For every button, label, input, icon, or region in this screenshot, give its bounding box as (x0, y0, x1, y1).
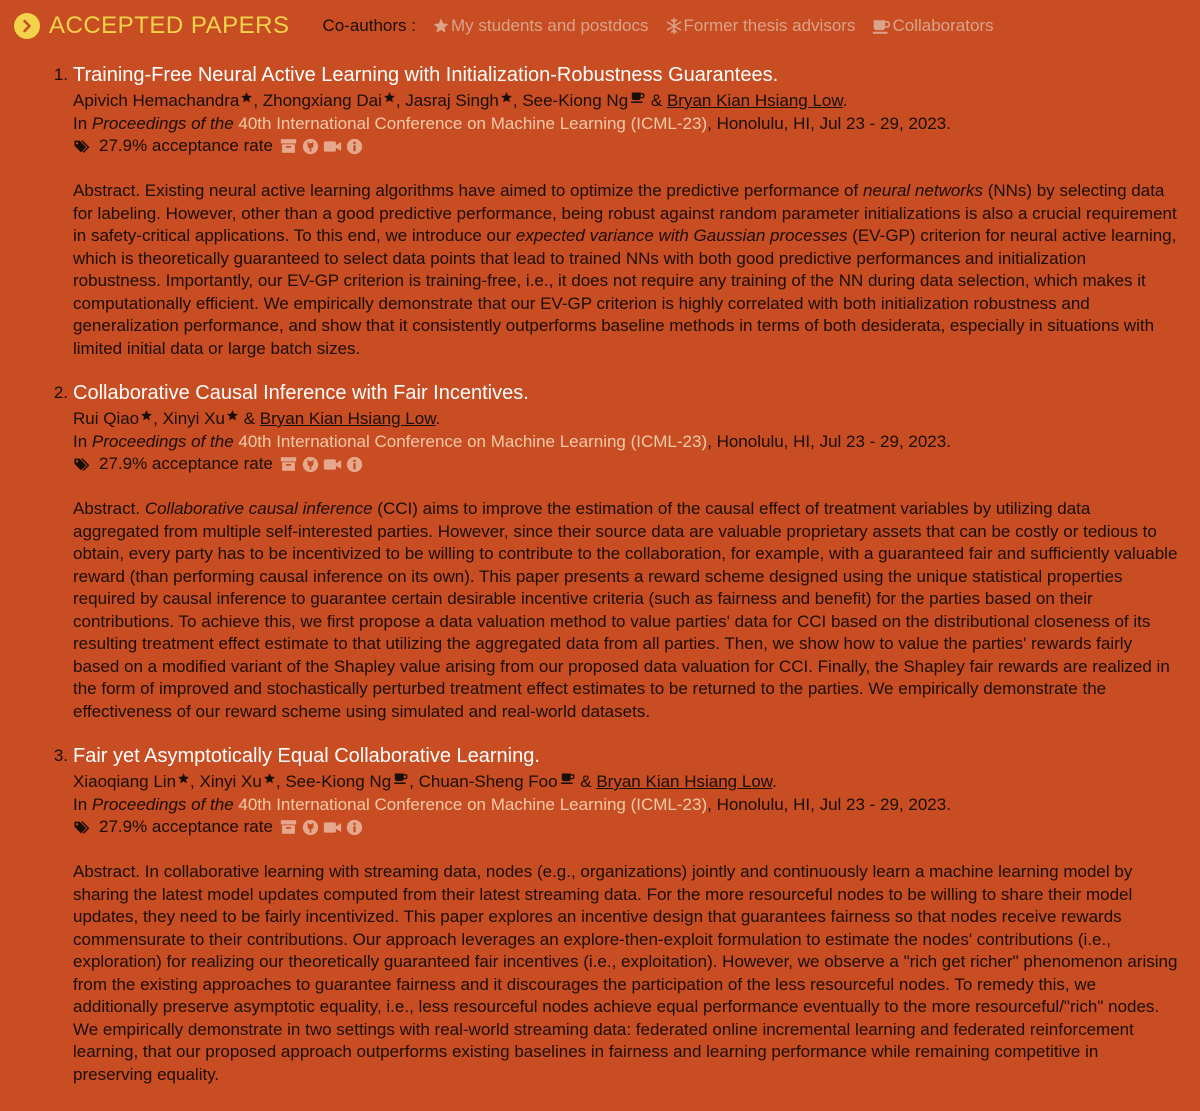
author-separator: & (238, 409, 260, 428)
abstract-text: Abstract. Existing neural active learning algorithms have aimed to optimize the predictive performance of (73, 181, 863, 200)
snowflake-icon (665, 17, 683, 35)
star-icon (500, 88, 513, 111)
paper-abstract (73, 861, 1178, 1086)
author-separator: , (190, 772, 200, 791)
coffee-icon (392, 769, 409, 792)
author-link[interactable]: Bryan Kian Hsiang Low (596, 772, 773, 791)
archive-icon[interactable] (279, 455, 298, 473)
paper-item (0, 370, 1200, 723)
venue-proceedings: Proceedings of the (91, 794, 239, 814)
paper-title[interactable]: Training-Free Neural Active Learning with Initialization-Robustness Guarantees. (73, 64, 779, 86)
paper-title[interactable]: Fair yet Asymptotically Equal Collaborative Learning. (73, 745, 540, 767)
author-link[interactable]: Bryan Kian Hsiang Low (666, 91, 843, 110)
video-camera-icon[interactable] (323, 137, 342, 155)
section-header (0, 0, 1200, 52)
star-icon (226, 406, 239, 429)
abstract-emphasis: Collaborative causal inference (144, 499, 373, 518)
paper-links (73, 135, 1178, 157)
author-separator: . (435, 409, 441, 428)
github-icon[interactable] (301, 137, 320, 155)
star-icon (177, 769, 190, 792)
paper-authors (73, 88, 1178, 113)
tags-icon (73, 137, 92, 155)
coauthors-label: Co-authors : (322, 15, 416, 35)
author-name: Rui Qiao (73, 409, 140, 428)
paper-abstract (73, 498, 1178, 723)
tags-icon (73, 818, 92, 836)
coffee-icon (559, 769, 576, 792)
coffee-icon (871, 17, 891, 35)
paper-item (0, 733, 1200, 1086)
paper-number: 1. (53, 65, 68, 84)
acceptance-rate: 27.9% acceptance rate (99, 135, 273, 155)
acceptance-rate: 27.9% acceptance rate (99, 453, 273, 473)
author-separator: . (772, 772, 777, 791)
abstract-text: Abstract. In collaborative learning with streaming data, nodes (e.g., organizations) jointly and continuously learn a machine learning model by sharing the latest model updates computed from their latest streaming data. For the more resourceful nodes to be willing to share their model updates, they need to be fairly incentivized. This paper explores an incentive design that guarantees fairness so that nodes receive rewards commensurate to their contributions. Our approach leverages an explore-then-exploit formulation to estimate the nodes' contributions (i.e., exploration) for realizing our theoretically guaranteed fair incentives (i.e., exploitation). However, we observe a "rich get richer" phenomenon arising from the existing approaches to guarantee fairness and it discourages the participation of the less resourceful nodes. To remedy this, we additionally preserve asymptotic equality, i.e., less resourceful nodes achieve equal performance eventually to the more resourceful/"rich" nodes. We empirically demonstrate in two settings with real-world streaming data: federated online incremental learning and federated reinforcement learning, that our proposed approach outperforms existing baselines in fairness and learning performance while remaining competitive in preserving equality. (73, 862, 1178, 1084)
legend-collaborators-label: Collaborators (892, 15, 994, 35)
paper-number: 3. (53, 746, 68, 765)
github-icon[interactable] (301, 818, 320, 836)
paper-venue (73, 113, 1178, 136)
star-icon (240, 88, 253, 111)
abstract-text: (EV-GP) criterion for neural active learning, which is theoretically guaranteed to select data points that lead to trained NNs with both good predictive performances and initialization robustness. Importantly, our EV-GP criterion is training-free, i.e., it does not require any training of the NN during data selection, which makes it computationally efficient. We empirically demonstrate that our EV-GP criterion is highly correlated with both initialization robustness and generalization performance, and show that it consistently outperforms baseline methods in terms of both desiderata, especially in situations with limited initial data or large batch sizes. (73, 226, 1177, 358)
acceptance-rate: 27.9% acceptance rate (99, 816, 273, 836)
author-separator: , (395, 91, 406, 110)
venue-proceedings: Proceedings of the (91, 113, 239, 133)
author-link[interactable]: Bryan Kian Hsiang Low (259, 409, 436, 428)
archive-icon[interactable] (279, 137, 298, 155)
venue-conference: 40th International Conference on Machine Learning (ICML-23) (238, 794, 708, 814)
abstract-text: (NNs) by selecting data for labeling. However, other than a good predictive performance, being robust against random parameter initializations is also a crucial requirement in safety-critical applications. To this end, we introduce our (73, 181, 1177, 245)
venue-conference: 40th International Conference on Machine Learning (ICML-23) (238, 431, 708, 451)
abstract-text: (CCI) aims to improve the estimation of the causal effect of treatment variables by utilizing data aggregated from multiple self-interested parties. However, since their source data are valuable proprietary assets that can be costly or tedious to obtain, every party has to be incentivized to be willing to contribute to the collaboration, for example, with a guaranteed fair and sufficiently valuable reward (than performing causal inference on its own). This paper presents a reward scheme designed using the unique statistical properties required by causal inference to guarantee certain desirable incentive criteria (such as fairness and benefit) for the parties based on their contributions. To achieve this, we first propose a data valuation method to value parties' data for CCI based on the distributional closeness of its resulting treatment effect estimate to that utilizing the aggregated data from all parties. Then, we show how to value the parties' rewards fairly based on a modified variant of the Shapley value arising from our proposed data valuation for CCI. Finally, the Shapley fair rewards are realized in the form of improved and stochastically perturbed treatment effect estimates to be returned to the parties. We empirically demonstrate the effectiveness of our reward scheme using simulated and real-world datasets. (73, 499, 1178, 721)
info-circle-icon[interactable] (345, 137, 364, 155)
video-camera-icon[interactable] (323, 818, 342, 836)
star-icon (140, 406, 153, 429)
author-name: Xinyi Xu (162, 409, 225, 428)
archive-icon[interactable] (279, 818, 298, 836)
author-name: See-Kiong Ng (285, 772, 392, 791)
author-name: Chuan-Sheng Foo (418, 772, 558, 791)
venue-location-date: , Honolulu, HI, Jul 23 - 29, 2023. (707, 431, 951, 451)
paper-links (73, 816, 1178, 838)
venue-conference: 40th International Conference on Machine Learning (ICML-23) (238, 113, 708, 133)
abstract-emphasis: neural networks (862, 181, 983, 200)
paper-venue (73, 794, 1178, 817)
author-name: Zhongxiang Dai (262, 91, 382, 110)
legend-advisors-label: Former thesis advisors (683, 15, 856, 35)
legend-students (432, 15, 649, 38)
paper-list (0, 52, 1200, 1086)
author-separator: . (842, 91, 848, 110)
section-title: ACCEPTED PAPERS (49, 11, 290, 39)
venue-prefix: In (73, 794, 92, 814)
venue-prefix: In (73, 113, 92, 133)
star-icon (263, 769, 276, 792)
paper-authors (73, 769, 1178, 794)
legend-students-label: My students and postdocs (451, 15, 649, 35)
video-camera-icon[interactable] (323, 455, 342, 473)
paper-number: 2. (53, 383, 68, 402)
tags-icon (73, 455, 92, 473)
venue-location-date: , Honolulu, HI, Jul 23 - 29, 2023. (707, 794, 951, 814)
author-separator: & (646, 91, 667, 110)
venue-proceedings: Proceedings of the (91, 431, 239, 451)
author-separator: , (409, 772, 419, 791)
star-icon (383, 88, 396, 111)
venue-location-date: , Honolulu, HI, Jul 23 - 29, 2023. (707, 113, 951, 133)
author-name: Xiaoqiang Lin (73, 772, 177, 791)
author-name: See-Kiong Ng (522, 91, 629, 110)
coffee-icon (629, 88, 646, 111)
star-icon (432, 17, 450, 35)
legend-collaborators (871, 15, 993, 38)
author-name: Jasraj Singh (405, 91, 499, 110)
author-separator: , (512, 91, 523, 110)
author-name: Xinyi Xu (199, 772, 262, 791)
info-circle-icon[interactable] (345, 455, 364, 473)
abstract-emphasis: expected variance with Gaussian processes (515, 226, 848, 245)
paper-abstract (73, 180, 1178, 360)
github-icon[interactable] (301, 455, 320, 473)
info-circle-icon[interactable] (345, 818, 364, 836)
paper-title[interactable]: Collaborative Causal Inference with Fair Incentives. (73, 382, 529, 404)
author-separator: , (253, 91, 263, 110)
chevron-right-icon[interactable] (14, 13, 40, 39)
paper-venue (73, 431, 1178, 454)
abstract-text: Abstract. (73, 499, 145, 518)
author-separator: , (153, 409, 163, 428)
legend-advisors (665, 15, 856, 38)
venue-prefix: In (73, 431, 92, 451)
paper-links (73, 453, 1178, 475)
paper-authors (73, 406, 1178, 431)
author-separator: & (575, 772, 597, 791)
author-separator: , (275, 772, 286, 791)
paper-item (0, 52, 1200, 360)
author-name: Apivich Hemachandra (73, 91, 240, 110)
